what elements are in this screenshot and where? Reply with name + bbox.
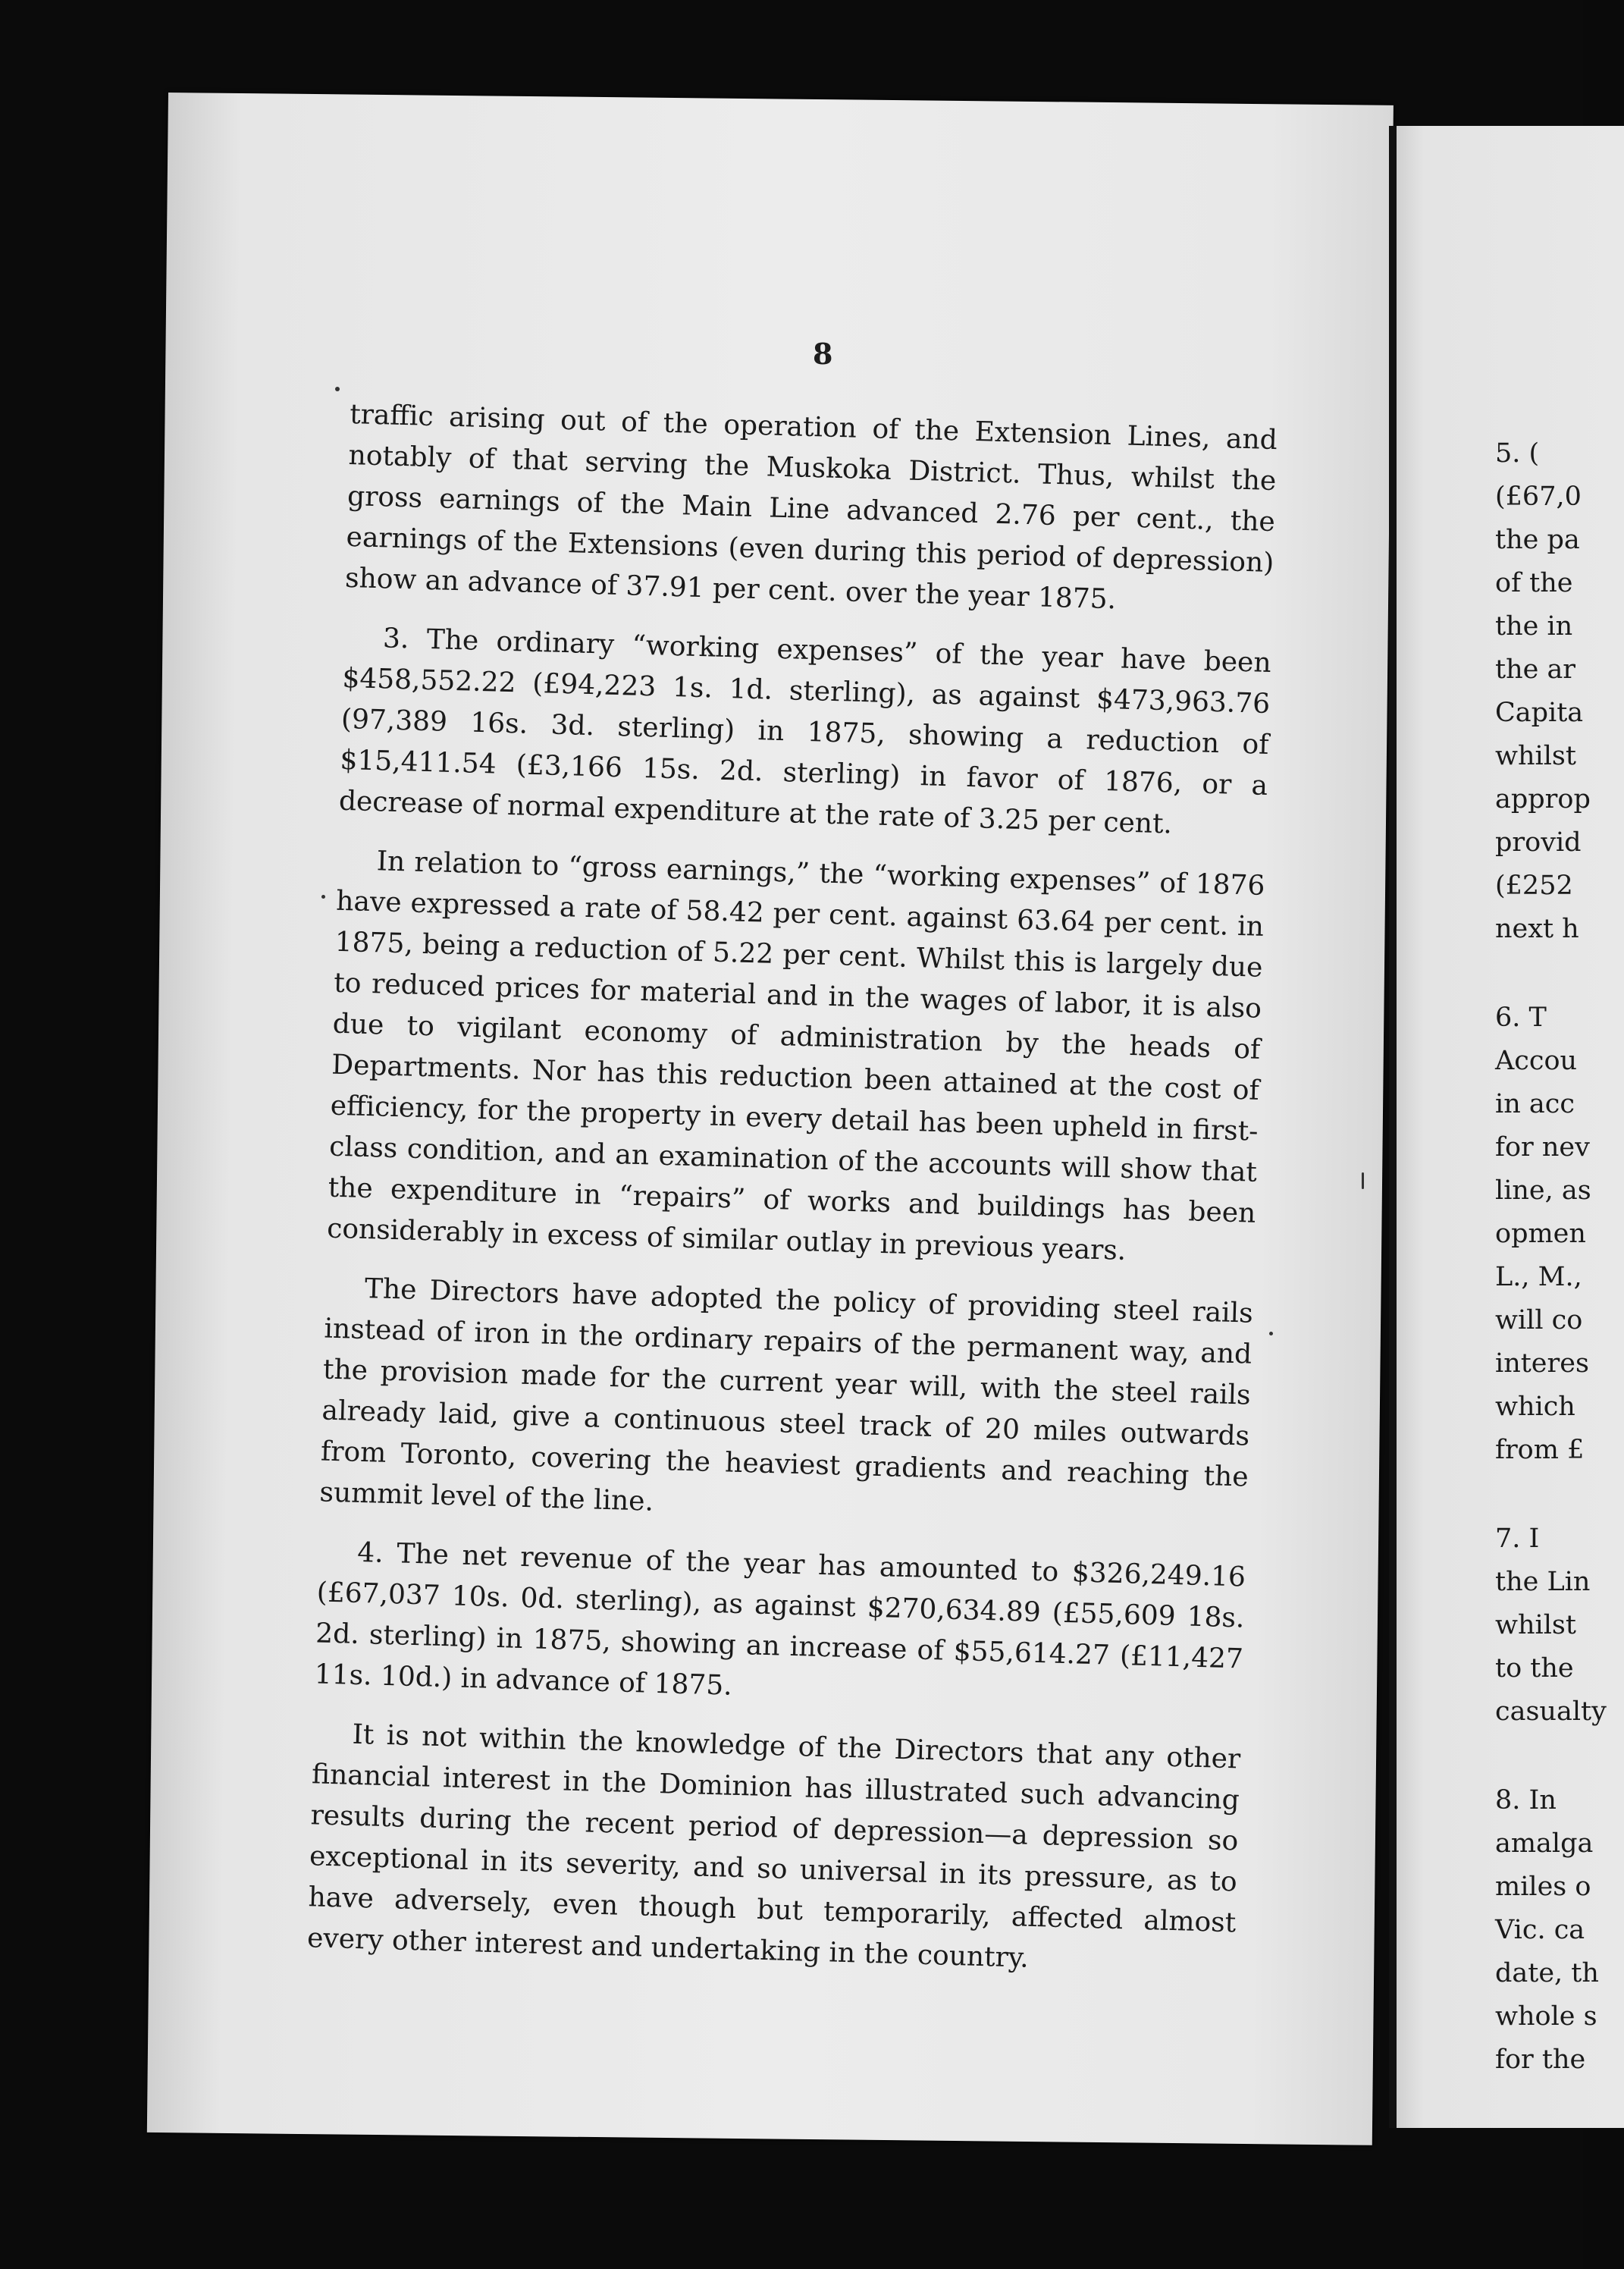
paragraph-gross-earnings: In relation to “gross earnings,” the “working expenses” of 1876 have expressed a rate of 58.42 per cent. against 63.64 per cent. in 1875, being a reduction of 5.22 per cent. Whilst this is largely due to reduced prices for material and in the wages of labor, it is also due to vigilant economy of administration by the heads of Departments. Nor has this reduction been attained at the cost of efficiency, for the property in every detail has been upheld in first-class condition, and an examination of the accounts will show that the expenditure in “repairs” of works and buildings has been considerably in excess of similar outlay in previous years. <box>326 846 1265 1267</box>
right-line: line, as <box>1495 1175 1591 1206</box>
right-page-text <box>1495 432 1607 2082</box>
right-line: which <box>1495 1392 1575 1422</box>
right-line: miles o <box>1495 1872 1591 1902</box>
right-line: for nev <box>1495 1132 1590 1163</box>
right-line: next h <box>1495 914 1579 944</box>
scan-speck <box>335 387 340 391</box>
right-line: will co <box>1495 1305 1583 1335</box>
right-line: interes <box>1495 1348 1589 1379</box>
scan-speck <box>321 895 325 899</box>
right-line: whole s <box>1495 2001 1597 2032</box>
right-line: whilst <box>1495 1610 1576 1640</box>
right-line: of the <box>1495 568 1573 598</box>
paragraph-traffic: traffic arising out of the operation of the Extension Lines, and notably of that serving the Muskoka District. Thus, whilst the gross earnings of the Main Line advanced 2.76 per cent., the earnings of the Extensions (even during this period of depression) show an advance of 37.91 per cent. over the year 1875. <box>344 398 1278 616</box>
scan-speck <box>1362 1172 1364 1189</box>
paragraph-steel-rails: The Directors have adopted the policy of providing steel rails instead of iron in the ordinary repairs of the permanent way, and the provision made for the current year will, with the steel rails already laid, give a continuous steel track of 20 miles outwards from Toronto, covering the heaviest gradients and reaching the summit level of the line. <box>318 1273 1254 1517</box>
right-line: from £ <box>1495 1435 1585 1465</box>
right-line: provid <box>1495 827 1582 858</box>
body-text <box>306 394 1278 2003</box>
right-line: in acc <box>1495 1089 1575 1119</box>
right-line: amalga <box>1495 1828 1594 1859</box>
right-line: the Lin <box>1495 1567 1591 1597</box>
right-line: whilst <box>1495 741 1576 771</box>
right-line: date, th <box>1495 1958 1599 1988</box>
page-number: 8 <box>813 337 833 371</box>
right-line: the ar <box>1495 654 1576 685</box>
scan-speck <box>1269 1332 1273 1335</box>
right-line: Accou <box>1495 1046 1578 1076</box>
right-line: 5. ( <box>1495 438 1540 469</box>
right-line: opmen <box>1495 1219 1586 1249</box>
right-line: Vic. ca <box>1495 1915 1585 1945</box>
right-line: approp <box>1495 784 1591 814</box>
paragraph-depression: It is not within the knowledge of the Directors that any other financial interest in the Dominion has illustrated such advancing results during the recent period of depression—a depression so exceptional in its severity, and so universal in its pressure, as to have adversely, even though but temporarily, affected almost every other interest and undertaking in the country. <box>306 1718 1241 1974</box>
right-line: for the <box>1495 2045 1586 2075</box>
right-line: Capita <box>1495 698 1584 728</box>
right-line: the pa <box>1495 525 1580 555</box>
right-line: to the <box>1495 1653 1574 1684</box>
right-line: (£67,0 <box>1495 482 1582 512</box>
paragraph-working-expenses: 3. The ordinary “working expenses” of the year have been $458,552.22 (£94,223 1s. 1d. sterling), as against $473,963.76 (97,389 16s. 3d. sterling) in 1875, showing a reduction of $15,411.54 (£3,166 15s. 2d. sterling) in favor of 1876, or a decrease of normal expenditure at the rate of 3.25 per cent. <box>338 623 1272 840</box>
right-line: 6. T <box>1495 1003 1547 1033</box>
paragraph-net-revenue: 4. The net revenue of the year has amounted to $326,249.16 (£67,037 10s. 0d. sterling), as against $270,634.89 (£55,609 18s. 2d. sterling) in 1875, showing an increase of $55,614.27 (£11,427 11s. 10d.) in advance of 1875. <box>314 1536 1246 1702</box>
right-line: the in <box>1495 611 1573 642</box>
right-line: (£252 <box>1495 871 1573 901</box>
right-line: L., M., <box>1495 1262 1582 1292</box>
right-line: 7. I <box>1495 1524 1540 1554</box>
right-line: 8. In <box>1495 1785 1557 1816</box>
right-line: casualty <box>1495 1696 1607 1727</box>
